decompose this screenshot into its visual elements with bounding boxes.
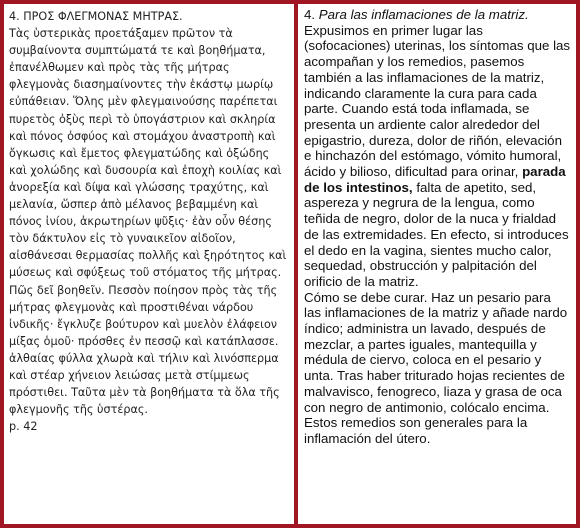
spanish-heading-title: Para las inflamaciones de la matriz. [318, 7, 529, 22]
greek-paragraph-2: Πῶς δεῖ βοηθεῖν. Πεσσὸν ποίησον πρὸς τὰς τῆς μήτρας φλεγμονὰς καὶ προστιθέναι νάρδου ἰνδικῆς· ἔγκλυζε βούτυρον καὶ μυελὸν ἐλάφειον μίξας ὁμοῦ· πρόσθες ἐν πεσσῷ καὶ κατάπλασσε. ἀλθαίας φύλλα χλωρὰ καὶ τήλιν καὶ λινόσπερμα καὶ στέαρ χήνειον λειώσας μετὰ στίμμεως πρόστιθει. Ταῦτα μὲν τὰ βοηθήματα τὰ ὅλα τῆς φλεγμονῆς τῆς ὑστέρας. [9, 283, 280, 417]
greek-heading: 4. ΠΡΟΣ ΦΛΕΓΜΟΝΑΣ ΜΗΤΡΑΣ. [9, 10, 183, 23]
spanish-heading [304, 7, 571, 23]
spanish-paragraph-2: Cómo se debe curar. Haz un pesario para las inflamaciones de la matriz y añade nardo índico; administra un lavado, después de mezclar, a partes iguales, mantequilla y médula de ciervo, coloca en el pesario y unta. Tras haber triturado hojas recientes de malvavisco, fenogreco, liaza y grasa de oca con negro de antimonio, colócalo encima. Estos remedios son generales para la inflamación del útero. [304, 289, 568, 446]
spanish-emphasis: parada de los intestinos, [304, 164, 566, 195]
spanish-paragraph-1-part-c: falta de apetito, sed, aspereza y negrura de la lengua, como teñida de negro, dolor de la nuca y frialdad de las extremidades. En efecto, si introduces el dedo en la vagina, sientes mucho calor, sequedad, obstrucción y palpitación del orificio de la matriz. [304, 179, 569, 289]
spanish-column [298, 4, 576, 524]
spanish-paragraph-1-part-a: Expusimos en primer lugar las (sofocaciones) uterinas, los síntomas que las acompañan y los remedios, pasemos también a las inflamaciones de la matriz, indicando claramente la cura para cada parte. Cuando está toda inflamada, se presenta un ardiente calor alrededor del epigastrio, dureza, dolor de riñón, elevación e hinchazón del estómago, vómito humoral, ácido y bilioso, dificultad para orinar, [304, 22, 571, 180]
greek-paragraph-1: Τὰς ὑστερικὰς προετάξαμεν πρῶτον τὰ συμβαίνοντα συμπτώματά τε καὶ βοηθήματα, ἐπανέλθωμεν καὶ πρὸς τὰς τῆς μήτρας φλεγμονὰς διασημαίνοντες τὴν ἑκάστῳ μωρίῳ εὐπάθειαν. Ὅλης μὲν φλεγμαινούσης παρέπεται πυρετὸς ὀξὺς περὶ τὸ ὑπογάστριον καὶ σκληρία καὶ πόνος ὀσφύος καὶ στομάχου ἀναστροπὴ καὶ ὄγκωσις καὶ ἔμετος φλεγματώδης καὶ ὀξώδης καὶ χολώδης καὶ δυσουρία καὶ ἐποχὴ κοιλίας καὶ ἀνορεξία καὶ δίψα καὶ γλώσσης τραχύτης, καὶ μελανία, ὥσπερ ἀπὸ μέλανος βεβαμμένη καὶ πόνος ἰνίου, ἀκρωτηρίων ψῦξις· ἐὰν οὖν θέσης τὸν δάκτυλον εἰς τὸ γυναικεῖον αἰδοῖον, αἰσθάνεσαι θερμασίας πολλῆς καὶ ξηρότητος καὶ μύσεως καὶ σφύξεως τοῦ στόματος τῆς μήτρας. [9, 27, 287, 280]
page-number: p. 42 [9, 420, 38, 434]
spanish-heading-number: 4. [304, 7, 316, 22]
greek-column [4, 4, 294, 524]
spanish-paragraph-1 [304, 23, 571, 290]
